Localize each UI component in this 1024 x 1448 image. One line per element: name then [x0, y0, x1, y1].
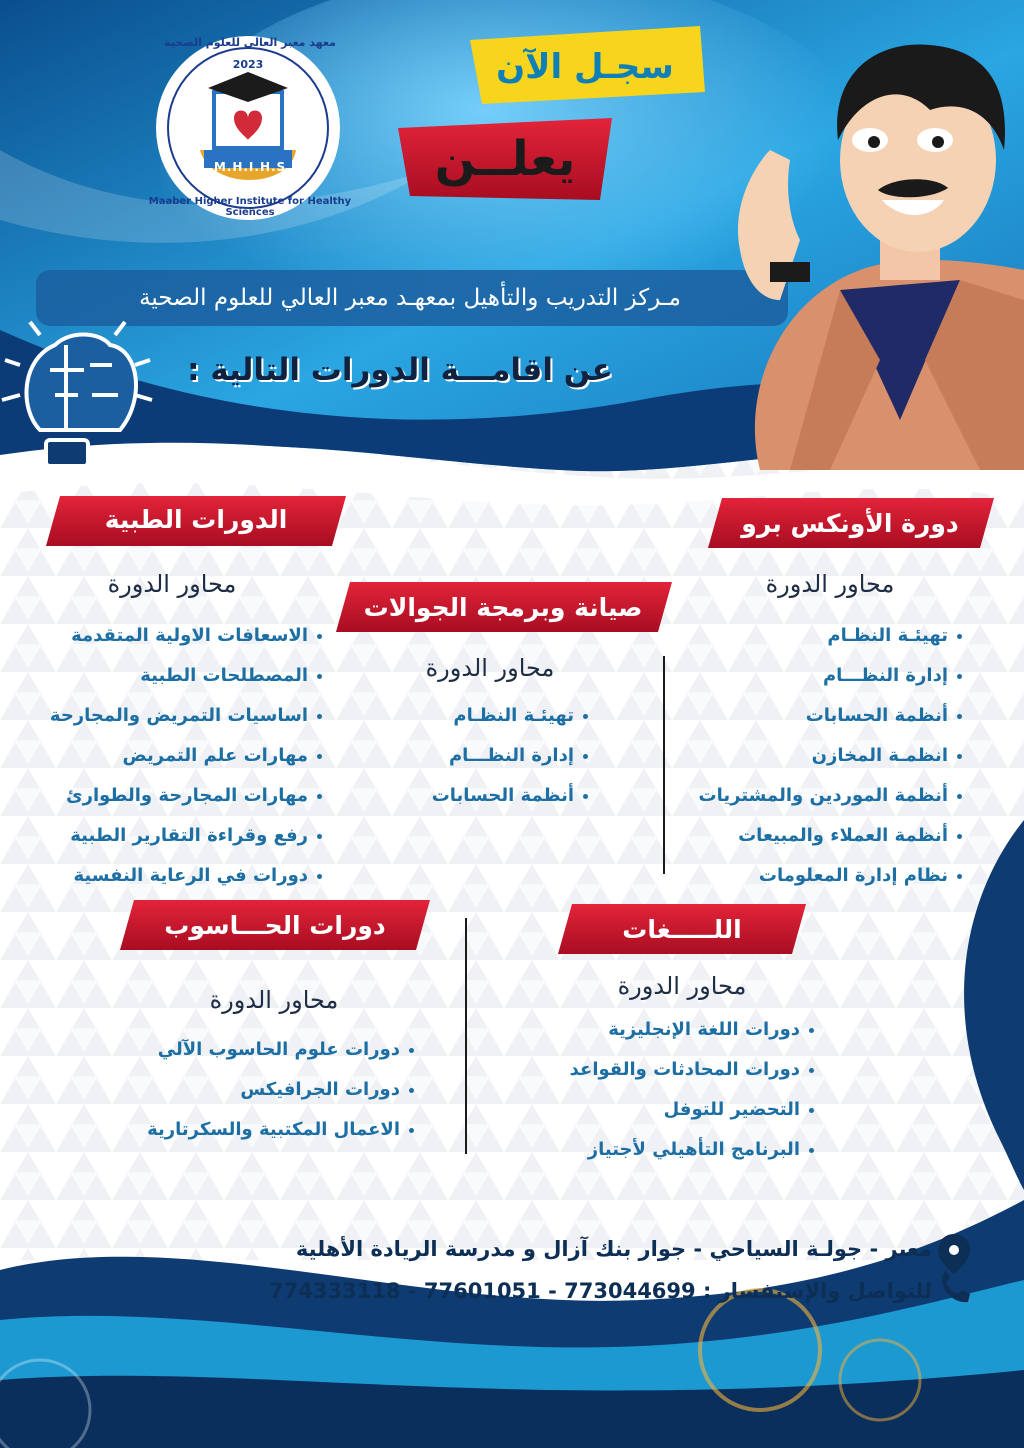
list-item: التحضير للتوفل: [570, 1090, 814, 1130]
intro-text: عن اقامـــة الدورات التالية :: [187, 352, 613, 388]
list-item: إدارة النظـــام: [699, 656, 962, 696]
list-item: أنظمة الموردين والمشتريات: [699, 776, 962, 816]
bullet-icon: [583, 754, 588, 759]
course-list-languages: [570, 1010, 814, 1170]
bullet-icon: [317, 674, 322, 679]
list-item: انظمـة المخازن: [699, 736, 962, 776]
bullet-icon: [317, 714, 322, 719]
list-item: رفع وقراءة التقارير الطبية: [50, 816, 322, 856]
list-item: دورات علوم الحاسوب الآلي: [147, 1030, 414, 1070]
bullet-icon: [583, 714, 588, 719]
bullet-icon: [957, 714, 962, 719]
bullet-icon: [317, 834, 322, 839]
list-item: الاعمال المكتبية والسكرتارية: [147, 1110, 414, 1150]
list-item: أنظمة الحسابات: [432, 776, 588, 816]
section-title-medical: الدورات الطبية: [104, 505, 288, 534]
contact-phones: للتواصل والإستفسار : 773044699 - 77601051 - 774333118: [269, 1279, 932, 1303]
logo-abbreviation: M.H.I.H.S: [213, 160, 287, 174]
list-item: البرنامج التأهيلي لأجتياز: [570, 1130, 814, 1170]
bullet-icon: [809, 1108, 814, 1113]
bullet-icon: [317, 874, 322, 879]
bullet-icon: [957, 674, 962, 679]
logo-year: 2023: [232, 58, 264, 71]
section-subtitle-languages: محاور الدورة: [617, 972, 747, 1000]
bullet-icon: [409, 1048, 414, 1053]
list-item: تهيئـة النظـام: [432, 696, 588, 736]
list-item: إدارة النظـــام: [432, 736, 588, 776]
list-item: نظام إدارة المعلومات: [699, 856, 962, 896]
section-title-mobile: صيانة وبرمجة الجوالات: [363, 593, 643, 622]
bullet-icon: [957, 794, 962, 799]
list-item: تهيئـة النظـام: [699, 616, 962, 656]
bullet-icon: [809, 1028, 814, 1033]
section-subtitle-mobile: محاور الدورة: [425, 654, 555, 682]
section-title-languages: اللـــــغات: [622, 915, 742, 944]
list-item: دورات المحادثات والقواعد: [570, 1050, 814, 1090]
center-name-text: مـركز التدريب والتأهيل بمعهـد معبر العالي للعلوم الصحية: [139, 285, 681, 311]
list-item: المصطلحات الطبية: [50, 656, 322, 696]
list-item: أنظمة العملاء والمبيعات: [699, 816, 962, 856]
list-item: اساسيات التمريض والمجارحة: [50, 696, 322, 736]
course-list-odoo: [699, 616, 962, 896]
bullet-icon: [957, 874, 962, 879]
list-item: دورات الجرافيكس: [147, 1070, 414, 1110]
section-title-odoo: دورة الأونكس برو: [741, 509, 959, 538]
section-title-computer: دورات الحـــاسوب: [164, 911, 386, 940]
list-item: الاسعافات الاولية المتقدمة: [50, 616, 322, 656]
section-subtitle-medical: محاور الدورة: [107, 570, 237, 598]
logo-arabic-name: معهد معبر العالي للعلوم الصحية: [164, 36, 336, 49]
bullet-icon: [957, 834, 962, 839]
register-now-text: سجـل الآن: [496, 47, 674, 87]
course-list-computer: [147, 1030, 414, 1150]
bullet-icon: [809, 1148, 814, 1153]
list-item: دورات في الرعاية النفسية: [50, 856, 322, 896]
bullet-icon: [957, 754, 962, 759]
section-subtitle-odoo: محاور الدورة: [765, 570, 895, 598]
list-item: مهارات علم التمريض: [50, 736, 322, 776]
list-item: مهارات المجارحة والطوارئ: [50, 776, 322, 816]
contact-address: معبر - جولـة السياحي - جوار بنك آزال و مدرسة الريادة الأهلية: [295, 1237, 932, 1261]
bullet-icon: [317, 634, 322, 639]
bullet-icon: [317, 794, 322, 799]
bullet-icon: [409, 1128, 414, 1133]
course-list-mobile: [432, 696, 588, 816]
bullet-icon: [409, 1088, 414, 1093]
course-list-medical: [50, 616, 322, 896]
section-subtitle-computer: محاور الدورة: [209, 986, 339, 1014]
bullet-icon: [957, 634, 962, 639]
list-item: أنظمة الحسابات: [699, 696, 962, 736]
logo-english-name: Maaber Higher Institute for Healthy Sciences: [148, 196, 352, 218]
bullet-icon: [583, 794, 588, 799]
announce-text: يعلــن: [434, 131, 576, 187]
bullet-icon: [809, 1068, 814, 1073]
list-item: دورات اللغة الإنجليزية: [570, 1010, 814, 1050]
bullet-icon: [317, 754, 322, 759]
